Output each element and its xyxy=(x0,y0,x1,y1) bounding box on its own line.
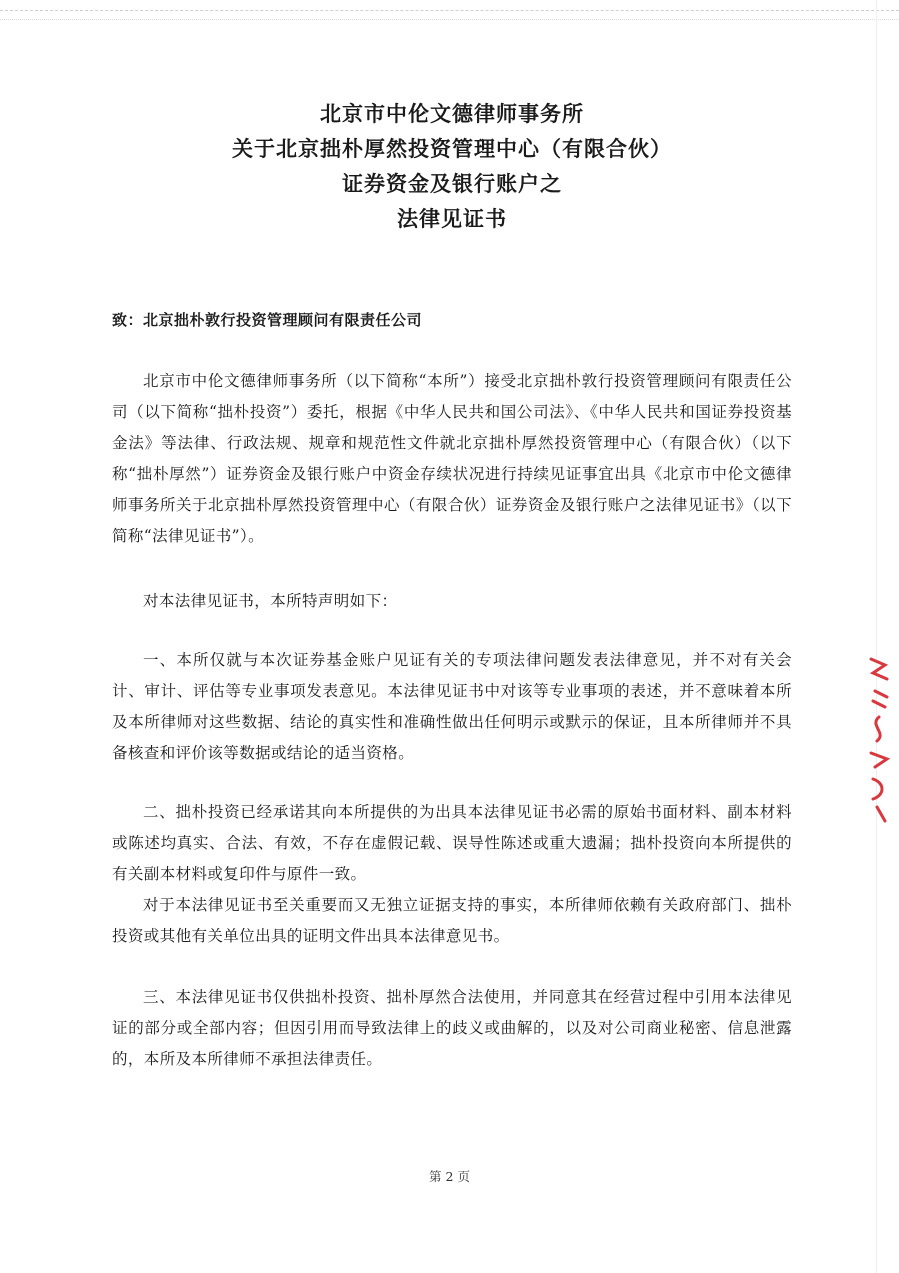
scan-edge-right xyxy=(876,0,877,1273)
page-number: 第 2 页 xyxy=(429,1169,470,1184)
paragraph-intro: 北京市中伦文德律师事务所（以下简称“本所”）接受北京拙朴敦行投资管理顾问有限责任公司（以下简称“拙朴投资”）委托，根据《中华人民共和国公司法》、《中华人民共和国证券投资基金法》等法律、行政法规、规章和规范性文件就北京拙朴厚然投资管理中心（有限合伙）（以下称“拙朴厚然”）证券资金及银行账户中资金存续状况进行持续见证事宜出具《北京市中伦文德律师事务所关于北京拙朴厚然投资管理中心（有限合伙）证券资金及银行账户之法律见证书》（以下简称“法律见证书”）。 xyxy=(112,372,792,545)
title-line-2: 关于北京拙朴厚然投资管理中心（有限合伙） xyxy=(232,136,672,161)
paragraph-clause-1: 一、本所仅就与本次证券基金账户见证有关的专项法律问题发表法律意见，并不对有关会计、审计、评估等专业事项发表意见。本法律见证书中对该等专业事项的表述，并不意味着本所及本所律师对这些数据、结论的真实性和准确性做出任何明示或默示的保证，且本所律师并不具备核查和评价该等数据或结论的适当资格。 xyxy=(112,651,792,762)
red-seal-stamp-edge xyxy=(865,655,891,825)
paragraph-clause-3: 三、本法律见证书仅供拙朴投资、拙朴厚然合法使用，并同意其在经营过程中引用本法律见证的部分或全部内容；但因引用而导致法律上的歧义或曲解的，以及对公司商业秘密、信息泄露的，本所及本所律师不承担法律责任。 xyxy=(112,988,792,1068)
document-title xyxy=(112,96,792,236)
scan-edge-top xyxy=(0,10,899,20)
title-line-3: 证券资金及银行账户之 xyxy=(342,171,562,196)
document-page xyxy=(112,96,792,1075)
addressee: 致：北京拙朴敦行投资管理顾问有限责任公司 xyxy=(112,311,423,329)
title-line-4: 法律见证书 xyxy=(397,206,507,231)
paragraph-declaration-lead: 对本法律见证书，本所特声明如下： xyxy=(143,592,398,610)
paragraph-clause-2-continued: 对于本法律见证书至关重要而又无独立证据支持的事实，本所律师依赖有关政府部门、拙朴投资或其他有关单位出具的证明文件出具本法律意见书。 xyxy=(112,896,792,945)
title-line-1: 北京市中伦文德律师事务所 xyxy=(320,101,584,126)
paragraph-clause-2: 二、拙朴投资已经承诺其向本所提供的为出具本法律见证书必需的原始书面材料、副本材料或陈述均真实、合法、有效，不存在虚假记载、误导性陈述或重大遗漏；拙朴投资向本所提供的有关副本材料或复印件与原件一致。 xyxy=(112,803,792,883)
